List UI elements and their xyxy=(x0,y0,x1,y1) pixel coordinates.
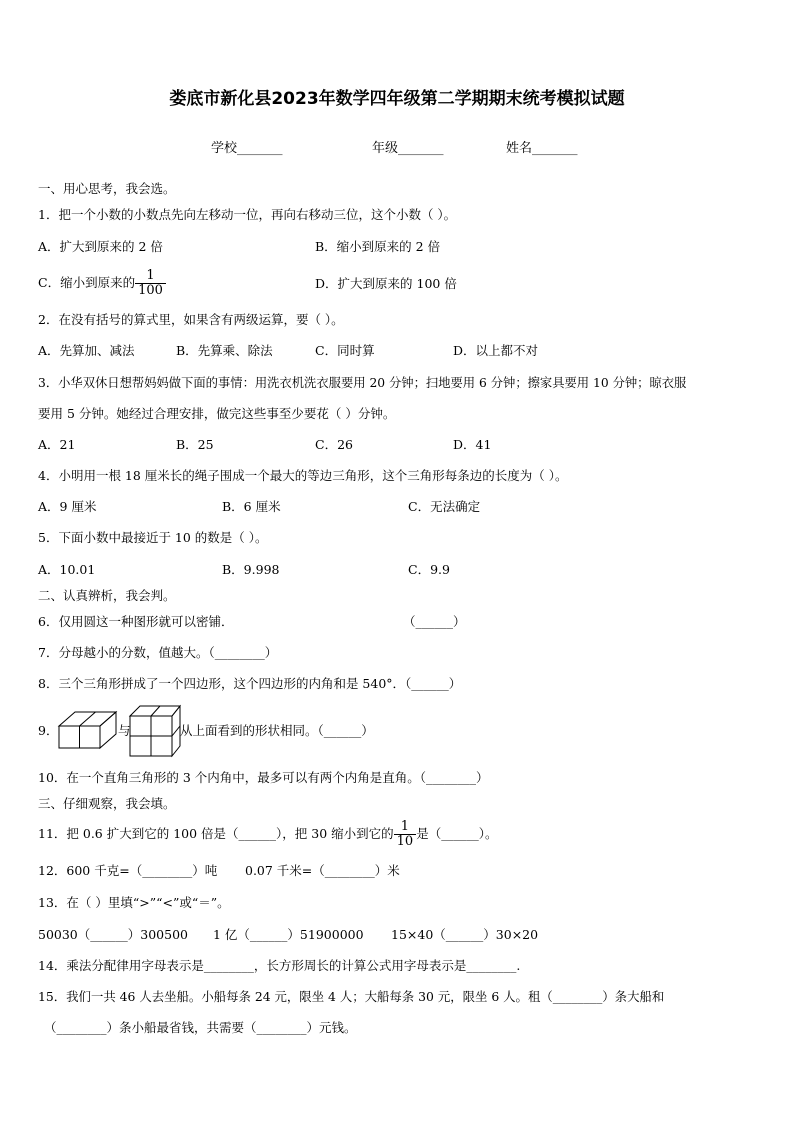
question-1-option-c xyxy=(38,264,166,302)
question-3-option-c: C．26 xyxy=(315,437,353,452)
question-12-part-a: 12．600 千克=（________）吨 xyxy=(38,863,218,878)
question-1-option-d: D．扩大到原来的 100 倍 xyxy=(315,276,457,291)
question-8-stem: 8．三个三角形拼成了一个四边形，这个四边形的内角和是 540°．（______） xyxy=(38,676,462,691)
question-10-stem: 10．在一个直角三角形的 3 个内角中，最多可以有两个内角是直角。（________） xyxy=(38,770,489,785)
question-15-stem-line-1: 15．我们一共 46 人去坐船。小船每条 24 元，限坐 4 人；大船每条 30 元，限坐 6 人。租（________）条大船和 xyxy=(38,989,665,1004)
question-5-option-c: C．9.9 xyxy=(408,562,450,577)
question-13-stem: 13．在（ ）里填“>”“<”或“＝”。 xyxy=(38,895,230,910)
question-2-option-a: A．先算加、减法 xyxy=(38,343,135,358)
question-14-stem: 14．乘法分配律用字母表示是________，长方形周长的计算公式用字母表示是________. xyxy=(38,958,521,973)
question-5-option-b: B．9.998 xyxy=(222,562,280,577)
question-9-stem: 从上面看到的形状相同。（______） xyxy=(180,723,374,738)
question-13-part-b: 1 亿（______）51900000 xyxy=(213,927,364,942)
question-4-option-b: B．6 厘米 xyxy=(222,499,281,514)
option-c-label: C．缩小到原来的 xyxy=(38,275,136,290)
question-11-text-before: 11．把 0.6 扩大到它的 100 倍是（______），把 30 缩小到它的 xyxy=(38,826,394,841)
question-6-answer-blank: （______） xyxy=(403,614,466,629)
question-15-stem-line-2: （________）条小船最省钱，共需要（________）元钱。 xyxy=(44,1020,357,1035)
section-heading-2: 二、认真辨析，我会判。 xyxy=(38,588,176,603)
question-5-stem: 5．下面小数中最接近于 10 的数是（ ）。 xyxy=(38,530,268,545)
fraction-denominator: 10 xyxy=(394,834,417,849)
fraction-numerator: 1 xyxy=(400,819,410,834)
question-4-option-a: A．9 厘米 xyxy=(38,499,97,514)
fraction-one-tenth xyxy=(394,820,417,849)
question-3-option-a: A．21 xyxy=(38,437,76,452)
question-5-option-a: A．10.01 xyxy=(38,562,96,577)
question-3-stem-line-2: 要用 5 分钟。她经过合理安排，做完这些事至少要花（ ）分钟。 xyxy=(38,406,396,421)
question-11-text-after: 是（______）。 xyxy=(416,826,498,841)
school-field: 学校_______ xyxy=(211,141,283,156)
question-13-part-a: 50030（______）300500 xyxy=(38,927,188,942)
question-1-option-a: A．扩大到原来的 2 倍 xyxy=(38,239,163,254)
question-2-stem: 2．在没有括号的算式里，如果含有两级运算，要（ ）。 xyxy=(38,312,344,327)
question-4-stem: 4．小明用一根 18 厘米长的绳子围成一个最大的等边三角形，这个三角形每条边的长度为（ ）。 xyxy=(38,468,568,483)
question-13-part-c: 15×40（______）30×20 xyxy=(391,927,539,942)
fraction-numerator: 1 xyxy=(146,268,155,283)
question-2-option-c: C．同时算 xyxy=(315,343,375,358)
fraction-one-hundredth xyxy=(135,269,166,298)
question-11-stem xyxy=(38,815,497,853)
question-3-stem-line-1: 3．小华双休日想帮妈妈做下面的事情：用洗衣机洗衣服要用 20 分钟；扫地要用 6 分钟；擦家具要用 10 分钟；晾衣服 xyxy=(38,376,687,390)
question-3-option-b: B．25 xyxy=(176,437,214,452)
question-9-connector: 与 xyxy=(118,723,131,738)
question-7-stem: 7．分母越小的分数，值越大。（________） xyxy=(38,645,278,660)
question-4-option-c: C．无法确定 xyxy=(408,499,481,514)
question-1-stem: 1．把一个小数的小数点先向左移动一位，再向右移动三位，这个小数（ ）。 xyxy=(38,207,457,222)
cube-figure-2x1 xyxy=(57,708,119,750)
question-6-stem: 6．仅用圆这一种图形就可以密铺． xyxy=(38,614,234,629)
question-9-number: 9． xyxy=(38,723,59,738)
cube-figure-2x2 xyxy=(128,702,182,758)
name-field: 姓名_______ xyxy=(506,141,578,156)
page-title: 娄底市新化县2023年数学四年级第二学期期末统考模拟试题 xyxy=(169,89,625,109)
question-2-option-b: B．先算乘、除法 xyxy=(176,343,273,358)
question-1-option-b: B．缩小到原来的 2 倍 xyxy=(315,239,441,254)
section-heading-1: 一、用心思考，我会选。 xyxy=(38,181,176,196)
question-2-option-d: D．以上都不对 xyxy=(453,343,539,358)
question-12-part-b: 0.07 千米=（________）米 xyxy=(245,863,400,878)
section-heading-3: 三、仔细观察，我会填。 xyxy=(38,796,176,811)
question-3-option-d: D．41 xyxy=(453,437,492,452)
fraction-denominator: 100 xyxy=(135,283,166,298)
grade-field: 年级_______ xyxy=(372,141,444,156)
